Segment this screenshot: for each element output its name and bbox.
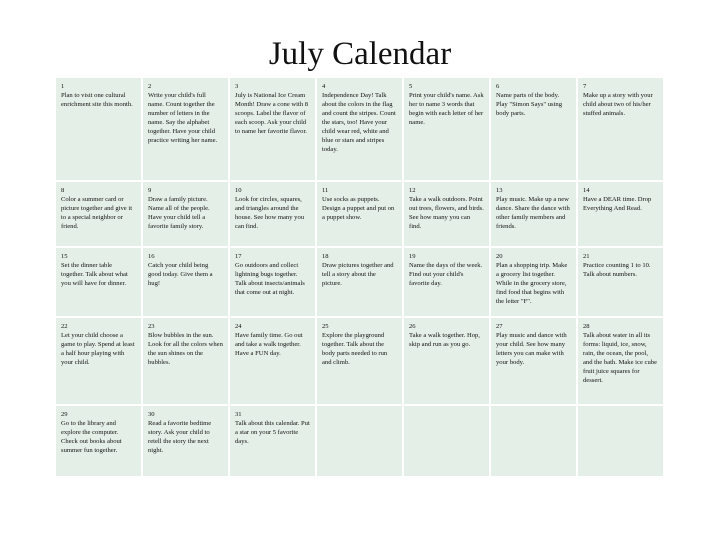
day-number: 30 xyxy=(148,411,155,418)
calendar-day-cell xyxy=(55,317,142,405)
day-number: 7 xyxy=(583,83,587,90)
day-number: 12 xyxy=(409,187,416,194)
day-activity-text: Look for circles, squares, and triangles around the house. See how many you can find. xyxy=(235,196,305,230)
calendar-day-cell xyxy=(142,181,229,247)
calendar-week-row xyxy=(55,405,664,477)
day-activity-text: Blow bubbles in the sun. Look for all the colors when the sun shines on the bubbles. xyxy=(148,332,223,366)
day-activity-text: Have a DEAR time. Drop Everything And Read. xyxy=(583,196,652,212)
day-activity-text: Write your child's full name. Count together the number of letters in the name. Say the alphabet together. Have your child practice writing her name. xyxy=(148,92,218,144)
day-number: 3 xyxy=(235,83,239,90)
day-activity-text: Talk about this calendar. Put a star on your 5 favorite days. xyxy=(235,420,310,445)
calendar-day-cell xyxy=(403,77,490,181)
day-activity-text: Catch your child being good today. Give them a hug! xyxy=(148,262,213,287)
calendar-day-cell xyxy=(403,317,490,405)
day-activity-text: Go to the library and explore the computer. Check out books about summer fun together. xyxy=(61,420,122,454)
day-activity-text: Set the dinner table together. Talk about what you will have for dinner. xyxy=(61,262,128,287)
day-activity-text: Read a favorite bedtime story. Ask your child to retell the story the next night. xyxy=(148,420,212,454)
calendar-day-cell xyxy=(490,247,577,317)
day-activity-text: Name parts of the body. Play "Simon Says" using body parts. xyxy=(496,92,563,117)
day-number: 31 xyxy=(235,411,242,418)
calendar-day-cell xyxy=(577,247,664,317)
day-activity-text: Let your child choose a game to play. Spend at least a half hour playing with your child. xyxy=(61,332,135,366)
calendar-day-cell xyxy=(142,317,229,405)
day-number: 5 xyxy=(409,83,413,90)
calendar-day-cell xyxy=(316,247,403,317)
calendar-day-cell xyxy=(142,77,229,181)
day-number: 4 xyxy=(322,83,326,90)
day-number: 27 xyxy=(496,323,503,330)
calendar-day-cell xyxy=(490,317,577,405)
day-number: 13 xyxy=(496,187,503,194)
day-activity-text: Use socks as puppets. Design a puppet and put on a puppet show. xyxy=(322,196,395,221)
day-activity-text: Take a walk together. Hop, skip and run as you go. xyxy=(409,332,480,348)
calendar-day-cell xyxy=(142,405,229,477)
day-number: 2 xyxy=(148,83,152,90)
day-number: 20 xyxy=(496,253,503,260)
calendar-day-cell xyxy=(55,77,142,181)
day-activity-text: Color a summer card or picture together and give it to a special neighbor or friend. xyxy=(61,196,133,230)
calendar-week-row xyxy=(55,181,664,247)
calendar-day-cell xyxy=(403,247,490,317)
calendar-day-cell xyxy=(316,77,403,181)
calendar-day-cell xyxy=(55,181,142,247)
day-activity-text: July is National Ice Cream Month! Draw a cone with 8 scoops. Label the flavor of each scoop. Ask your child to name her favorite flavor. xyxy=(235,92,309,135)
calendar-day-cell xyxy=(229,247,316,317)
day-activity-text: Make up a story with your child about two of his/her stuffed animals. xyxy=(583,92,653,117)
day-number: 16 xyxy=(148,253,155,260)
day-number: 6 xyxy=(496,83,500,90)
calendar-week-row xyxy=(55,317,664,405)
day-number: 9 xyxy=(148,187,152,194)
day-activity-text: Play music. Make up a new dance. Share the dance with other family members and friends. xyxy=(496,196,570,230)
day-number: 28 xyxy=(583,323,590,330)
day-number: 17 xyxy=(235,253,242,260)
day-activity-text: Play music and dance with your child. See how many letters you can make with your body. xyxy=(496,332,567,366)
day-activity-text: Name the days of the week. Find out your child's favorite day. xyxy=(409,262,483,287)
day-number: 14 xyxy=(583,187,590,194)
day-activity-text: Draw a family picture. Name all of the people. Have your child tell a favorite family story. xyxy=(148,196,210,230)
day-activity-text: Explore the playground together. Talk about the body parts needed to run and climb. xyxy=(322,332,388,366)
day-number: 21 xyxy=(583,253,590,260)
calendar-empty-cell xyxy=(316,405,403,477)
calendar-empty-cell xyxy=(403,405,490,477)
calendar-day-cell xyxy=(490,181,577,247)
calendar-day-cell xyxy=(55,247,142,317)
day-number: 8 xyxy=(61,187,65,194)
calendar-day-cell xyxy=(229,77,316,181)
day-activity-text: Plan a shopping trip. Make a grocery list together. While in the grocery store, find food that begins with the letter "F". xyxy=(496,262,568,305)
calendar-day-cell xyxy=(577,77,664,181)
calendar-day-cell xyxy=(142,247,229,317)
day-number: 19 xyxy=(409,253,416,260)
day-activity-text: Print your child's name. Ask her to name 3 words that begin with each letter of her name. xyxy=(409,92,484,126)
day-number: 10 xyxy=(235,187,242,194)
day-number: 29 xyxy=(61,411,68,418)
calendar-empty-cell xyxy=(490,405,577,477)
day-number: 18 xyxy=(322,253,329,260)
day-activity-text: Practice counting 1 to 10. Talk about numbers. xyxy=(583,262,651,278)
calendar-day-cell xyxy=(229,317,316,405)
day-number: 11 xyxy=(322,187,329,194)
calendar-day-cell xyxy=(229,181,316,247)
day-activity-text: Independence Day! Talk about the colors in the flag and count the stripes. Count the stars, too! Have your child wear red, white and blue or stars and stripes today. xyxy=(322,92,396,153)
day-number: 24 xyxy=(235,323,242,330)
calendar-empty-cell xyxy=(577,405,664,477)
day-activity-text: Go outdoors and collect lightning bugs together. Talk about insects/animals that come out at night. xyxy=(235,262,305,296)
calendar-day-cell xyxy=(229,405,316,477)
calendar-day-cell xyxy=(316,181,403,247)
day-activity-text: Draw pictures together and tell a story about the picture. xyxy=(322,262,394,287)
calendar-day-cell xyxy=(490,77,577,181)
calendar-day-cell xyxy=(403,181,490,247)
day-number: 15 xyxy=(61,253,68,260)
day-number: 1 xyxy=(61,83,65,90)
day-number: 25 xyxy=(322,323,329,330)
calendar-day-cell xyxy=(55,405,142,477)
calendar-week-row xyxy=(55,247,664,317)
calendar-week-row xyxy=(55,77,664,181)
calendar-day-cell xyxy=(577,181,664,247)
day-activity-text: Have family time. Go out and take a walk together. Have a FUN day. xyxy=(235,332,303,357)
day-number: 26 xyxy=(409,323,416,330)
day-activity-text: Take a walk outdoors. Point out trees, flowers, and birds. See how many you can find. xyxy=(409,196,484,230)
day-number: 22 xyxy=(61,323,68,330)
day-number: 23 xyxy=(148,323,155,330)
calendar-table xyxy=(54,76,665,478)
day-activity-text: Talk about water in all its forms: liquid, ice, snow, rain, the ocean, the pool, and the bath. Make ice cube fruit juice squares for dessert. xyxy=(583,332,657,384)
calendar-day-cell xyxy=(577,317,664,405)
page-title: July Calendar xyxy=(268,36,452,72)
day-activity-text: Plan to visit one cultural enrichment site this month. xyxy=(61,92,133,108)
calendar-day-cell xyxy=(316,317,403,405)
